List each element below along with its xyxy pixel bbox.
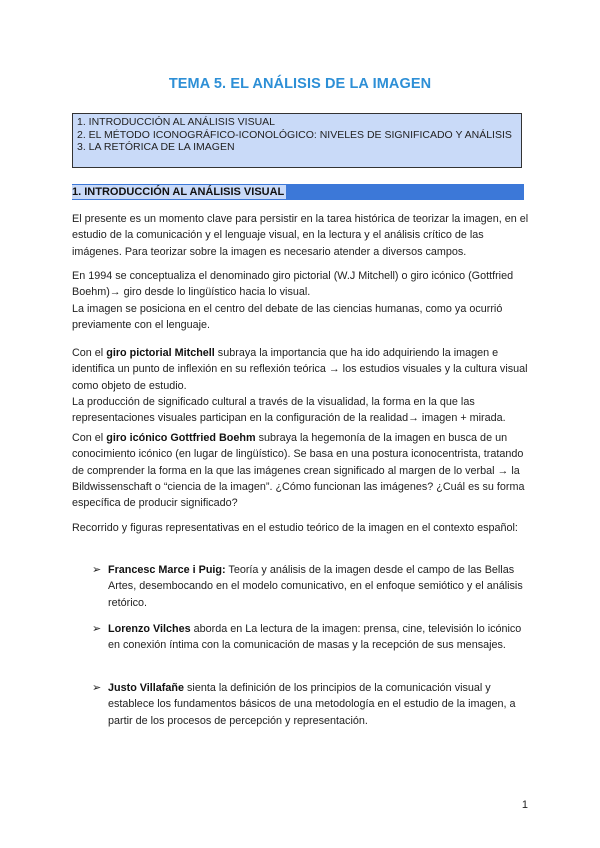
text-span: Con el — [72, 347, 107, 359]
paragraph: El presente es un momento clave para persistir en la tarea histórica de teorizar la imagen, en el estudio de la comunicación y el lenguaje visual, en la lectura y el análisis crítico de las imágenes. Para teorizar sobre la imagen es necesario atender a diversos campos. — [72, 213, 529, 258]
bold-term: giro icónico Gottfried Boehm — [106, 432, 256, 444]
bold-term: Francesc Marce i Puig: — [108, 564, 226, 576]
toc-item: 2. EL MÉTODO ICONOGRÁFICO-ICONOLÓGICO: NIVELES DE SIGNIFICADO Y ANÁLISIS — [77, 128, 512, 141]
document-title: TEMA 5. EL ANÁLISIS DE LA IMAGEN — [168, 76, 432, 92]
text-span: aborda en La lectura de la imagen: prensa, cine, televisión lo icónico en conexión íntima con la comunicación de masas y la recepción de sus mensajes. — [108, 623, 522, 652]
toc-item: 1. INTRODUCCIÓN AL ANÁLISIS VISUAL — [77, 116, 276, 128]
text-span: Teoría y análisis de la imagen desde el campo de las Bellas Artes, desembocando en el modelo comunicativo, en el enfoque semiótico y el análisis retórico. — [108, 564, 523, 609]
section-heading: 1. INTRODUCCIÓN AL ANÁLISIS VISUAL — [72, 186, 285, 198]
paragraph-line: La imagen se posiciona en el centro del debate de las ciencias humanas, como ya ocurrió previamente con el lenguaje. — [72, 302, 503, 331]
table-of-contents — [72, 113, 522, 168]
paragraph: Recorrido y figuras representativas en el estudio teórico de la imagen en el contexto español: — [72, 522, 518, 534]
list-item-text — [108, 621, 532, 654]
arrow-bullet-icon: ➢ — [92, 623, 102, 635]
text-span: subraya la hegemonía de la imagen en busca de un conocimiento icónico (en lugar de lingüístico). Se basa en una postura iconocentrista, tratando de comprender la forma en la que las imágenes crean significado al margen de lo verbal → la Bildwissenschaft o “ciencia de la imagen”. ¿Cómo funcionan las imágenes? ¿Cuál es su forma específica de producir significado? — [72, 432, 525, 510]
paragraph-line: En 1994 se conceptualiza el denominado giro pictorial (W.J Mitchell) o giro icónico (Gottfried Boehm)→ giro desde lo lingüístico hacia lo visual. — [72, 270, 514, 299]
text-span: Con el — [72, 432, 107, 444]
bold-term: Lorenzo Vilches — [108, 623, 191, 635]
paragraph — [72, 268, 532, 333]
paragraph — [72, 430, 532, 511]
bold-term: giro pictorial Mitchell — [106, 347, 215, 359]
arrow-bullet-icon: ➢ — [92, 564, 102, 576]
arrow-bullet-icon: ➢ — [92, 682, 102, 694]
bold-term: Justo Villafañe — [108, 682, 185, 694]
paragraph-line: La producción de significado cultural a través de la visualidad, la forma en la que las representaciones visuales participan en la configuración de la realidad→ imagen + mirada. — [72, 395, 506, 425]
page-number: 1 — [521, 799, 528, 811]
text-span: subraya la importancia que ha ido adquiriendo la imagen e identifica un punto de inflexión en su reflexión teórica → los estudios visuales y la cultura visual como objeto de estudio. — [72, 347, 528, 392]
paragraph-line — [72, 345, 532, 394]
list-item-text — [108, 680, 532, 729]
paragraph — [72, 345, 532, 426]
toc-item: 3. LA RETÓRICA DE LA IMAGEN — [77, 141, 235, 153]
section-heading-bar — [72, 184, 524, 200]
list-item-text — [108, 562, 532, 611]
text-span: sienta la definición de los principios de la comunicación visual y establece los fundamentos básicos de una metodología en el estudio de la imagen, a partir de los procesos de percepción y representación. — [108, 682, 516, 727]
